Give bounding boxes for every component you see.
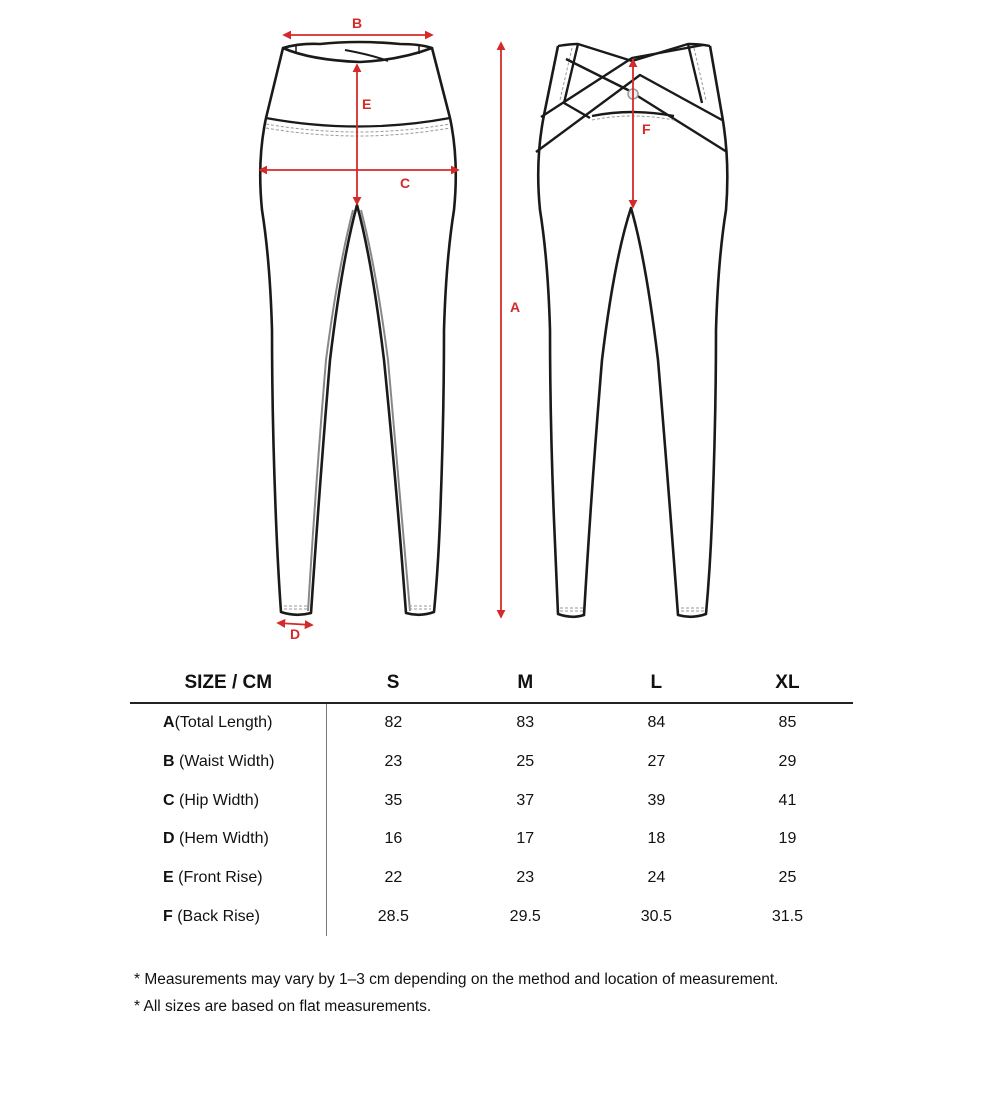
row-letter: C (163, 791, 175, 809)
cell-value: 30.5 (640, 907, 672, 925)
size-cm-header: SIZE / CM (130, 664, 327, 703)
size-chart-table (130, 664, 853, 936)
row-name: (Back Rise) (172, 907, 260, 925)
label-f: F (642, 121, 651, 137)
measurement-notes (134, 966, 778, 1020)
size-header-s: S (327, 664, 460, 703)
back-view-leggings (536, 44, 727, 617)
cell-value: 82 (384, 714, 403, 732)
label-e: E (362, 96, 372, 112)
table-row (130, 859, 853, 898)
row-letter: D (163, 830, 175, 848)
table-row (130, 897, 853, 936)
table-row (130, 743, 853, 782)
row-name: (Hip Width) (174, 791, 260, 809)
size-header-xl: XL (722, 664, 853, 703)
cell-value: 41 (778, 791, 797, 809)
cell-value: 16 (384, 830, 403, 848)
back-cross-strap-2 (564, 59, 727, 152)
cell-value: 29 (778, 753, 797, 771)
label-d: D (290, 626, 301, 642)
label-b: B (352, 15, 363, 31)
cell-value: 37 (516, 791, 535, 809)
row-label (130, 820, 327, 859)
row-label (130, 703, 327, 743)
row-label (130, 781, 327, 820)
cell-value: 19 (778, 830, 797, 848)
note-flat-measurements: * All sizes are based on flat measurements. (134, 998, 432, 1015)
row-label (130, 743, 327, 782)
row-name: (Front Rise) (173, 869, 263, 887)
front-waistband-seam (266, 118, 450, 127)
cell-value: 85 (778, 714, 797, 732)
row-name: (Hem Width) (174, 830, 269, 848)
table-row (130, 781, 853, 820)
front-waistband-cross (345, 50, 388, 61)
cell-value: 31.5 (771, 907, 804, 925)
cell-value: 17 (516, 830, 535, 848)
label-c: C (400, 175, 411, 191)
cell-value: 39 (647, 791, 666, 809)
measurement-labels (290, 15, 651, 642)
cell-value: 22 (384, 869, 403, 887)
cell-value: 24 (647, 869, 666, 887)
measure-d-hem (278, 623, 312, 625)
row-letter: A (163, 714, 175, 732)
note-variance: * Measurements may vary by 1–3 cm depending on the method and location of measurement. (134, 971, 779, 988)
cell-value: 25 (778, 869, 797, 887)
cell-value: 25 (516, 753, 535, 771)
row-name: (Total Length) (174, 714, 273, 732)
row-label (130, 859, 327, 898)
row-letter: E (163, 869, 174, 887)
row-label (130, 897, 327, 936)
size-header-m: M (460, 664, 591, 703)
row-letter: F (163, 907, 173, 925)
cell-value: 27 (647, 753, 666, 771)
size-header-row (130, 664, 853, 703)
label-a: A (510, 299, 521, 315)
cell-value: 23 (384, 753, 403, 771)
table-row (130, 703, 853, 743)
row-letter: B (163, 753, 175, 771)
cell-value: 18 (647, 830, 666, 848)
cell-value: 83 (516, 714, 535, 732)
front-outline (260, 48, 456, 615)
cell-value: 28.5 (377, 907, 409, 925)
cell-value: 35 (384, 791, 403, 809)
cell-value: 23 (516, 869, 535, 887)
front-view-leggings (260, 42, 456, 615)
cell-value: 84 (647, 714, 666, 732)
size-header-l: L (591, 664, 722, 703)
row-name: (Waist Width) (174, 753, 275, 771)
table-row (130, 820, 853, 859)
cell-value: 29.5 (509, 907, 541, 925)
